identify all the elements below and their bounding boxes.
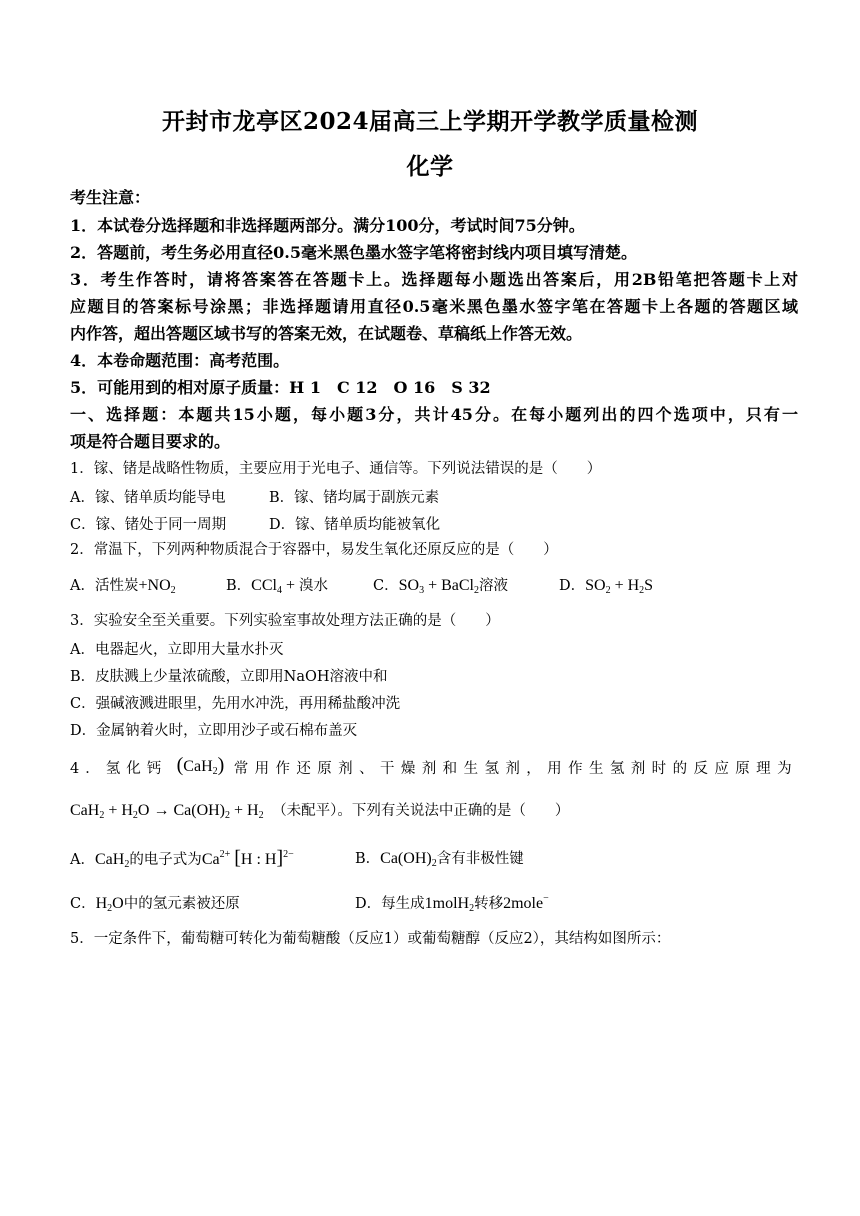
question-4-option-c bbox=[70, 892, 240, 914]
question-2-option-a-formula: $+NO_2$ bbox=[138, 577, 176, 596]
question-4-stem bbox=[70, 755, 798, 782]
question-2-option-d-formula: $SO_2 + H_2S$ bbox=[585, 577, 654, 596]
question-2-option-d-label: D． bbox=[559, 578, 586, 594]
question-4-option-a-mid: 的电子式为 bbox=[129, 852, 202, 868]
question-1-option-d: D．镓、锗单质均能被氧化 bbox=[269, 517, 441, 533]
question-4-equation: $CaH_2 + H_2O \to Ca(OH)_2 + H_2$ bbox=[70, 802, 264, 821]
question-3-option-c: C．强碱液溅进眼里，先用水冲洗，再用稀盐酸冲洗 bbox=[70, 696, 401, 712]
subject-title: 化学 bbox=[406, 153, 454, 180]
question-4-note: （未配平）。下列有关说法中正确的是（ ） bbox=[272, 803, 570, 819]
question-2-option-b bbox=[226, 574, 328, 596]
question-2-option-b-tail: 溴水 bbox=[298, 578, 328, 594]
question-1-option-c: C．镓、锗处于同一周期 bbox=[70, 517, 227, 533]
section-heading-line-1: 一、选择题：本题共15小题，每小题3分，共计45分。在每小题列出的四个选项中，只有一 bbox=[70, 405, 798, 424]
question-5-stem: 5．一定条件下，葡萄糖可转化为葡萄糖酸（反应1）或葡萄糖醇（反应2），其结构如图所示： bbox=[70, 931, 671, 947]
notice-item-5: 5．可能用到的相对原子质量：H 1 C 12 O 16 S 32 bbox=[70, 378, 491, 397]
question-3-option-d: D．金属钠着火时，立即用沙子或石棉布盖灭 bbox=[70, 723, 358, 739]
question-4-option-a bbox=[70, 847, 294, 870]
question-4-option-d-label: D．每生成 bbox=[355, 896, 425, 912]
page-title: 开封市龙亭区2024届高三上学期开学教学质量检测 bbox=[161, 108, 698, 135]
notice-heading: 考生注意： bbox=[70, 188, 151, 207]
question-2-option-d bbox=[559, 574, 653, 596]
question-2-option-c-label: C． bbox=[373, 578, 399, 594]
question-3-stem: 3．实验安全至关重要。下列实验室事故处理方法正确的是（ ） bbox=[70, 613, 500, 629]
question-4-option-b-label: B． bbox=[355, 851, 381, 867]
section-heading-line-2: 项是符合题目要求的。 bbox=[70, 432, 231, 451]
question-4-option-c-formula: $H_2O$ bbox=[95, 895, 124, 914]
notice-item-3-line-2: 应题目的答案标号涂黑；非选择题请用直径0.5毫米黑色墨水签字笔在答题卡上各题的答题区域 bbox=[70, 297, 798, 316]
question-2-option-b-label: B． bbox=[226, 578, 252, 594]
question-4-stem-head: 4．氢化钙 bbox=[70, 760, 168, 777]
question-4-option-d-electrons: 2mole− bbox=[503, 893, 549, 912]
question-4-equation-line bbox=[70, 799, 569, 821]
notice-item-4: 4．本卷命题范围：高考范围。 bbox=[70, 351, 290, 370]
question-4-option-d-formula: 1molH$_2$ bbox=[424, 895, 475, 914]
question-2-stem: 2．常温下，下列两种物质混合于容器中，易发生氧化还原反应的是（ ） bbox=[70, 542, 558, 558]
question-2-option-c-formula: $SO_3$ + BaCl$_2$ bbox=[398, 577, 479, 596]
question-3-option-b: B．皮肤溅上少量浓硫酸，立即用NaOH溶液中和 bbox=[70, 669, 388, 685]
question-2-option-b-formula: CCl$_4$ + bbox=[251, 577, 299, 596]
notice-item-2: 2．答题前，考生务必用直径0.5毫米黑色墨水签字笔将密封线内项目填写清楚。 bbox=[70, 243, 637, 262]
question-4-option-a-label: A． bbox=[70, 852, 95, 868]
question-4-option-a-formula: CaH$_2$ bbox=[94, 851, 130, 870]
question-4-option-d-mid: 转移 bbox=[474, 896, 504, 912]
notice-item-1: 1．本试卷分选择题和非选择题两部分。满分100分，考试时间75分钟。 bbox=[70, 216, 585, 235]
question-4-stem-tail: 常用作还原剂、干燥剂和生氢剂，用作生氢剂时的反应原理为 bbox=[233, 760, 798, 777]
question-1-option-a: A．镓、锗单质均能导电 bbox=[70, 490, 226, 506]
notice-item-3-line-3: 内作答，超出答题区域书写的答案无效，在试题卷、草稿纸上作答无效。 bbox=[70, 324, 583, 343]
notice-item-3-line-1: 3．考生作答时，请将答案答在答题卡上。选择题每小题选出答案后，用2B铅笔把答题卡上对 bbox=[70, 270, 798, 289]
question-4-option-b-formula: $Ca(OH)_2$ bbox=[380, 850, 437, 869]
question-1-stem: 1．镓、锗是战略性物质，主要应用于光电子、通信等。下列说法错误的是（ ） bbox=[70, 461, 602, 477]
question-4-option-b-tail: 含有非极性键 bbox=[436, 851, 524, 867]
question-4-cah2-formula: (CaH$_2$) bbox=[176, 754, 225, 777]
question-4-option-c-label: C． bbox=[70, 896, 96, 912]
question-2-option-a bbox=[70, 574, 176, 596]
question-4-option-b bbox=[355, 847, 524, 869]
question-1-option-b: B．镓、锗均属于副族元素 bbox=[269, 490, 440, 506]
question-2-option-c-tail: 溶液 bbox=[478, 578, 508, 594]
question-3-option-a: A．电器起火，立即用大量水扑灭 bbox=[70, 642, 284, 658]
question-4-option-c-tail: 中的氢元素被还原 bbox=[123, 896, 240, 912]
question-4-electron-formula: $Ca^{2+}$ [H : H]$^{2-}$ bbox=[201, 847, 294, 869]
question-2-option-a-label: A．活性炭 bbox=[70, 578, 139, 594]
question-4-option-d bbox=[355, 892, 549, 914]
question-2-option-c bbox=[373, 574, 508, 596]
